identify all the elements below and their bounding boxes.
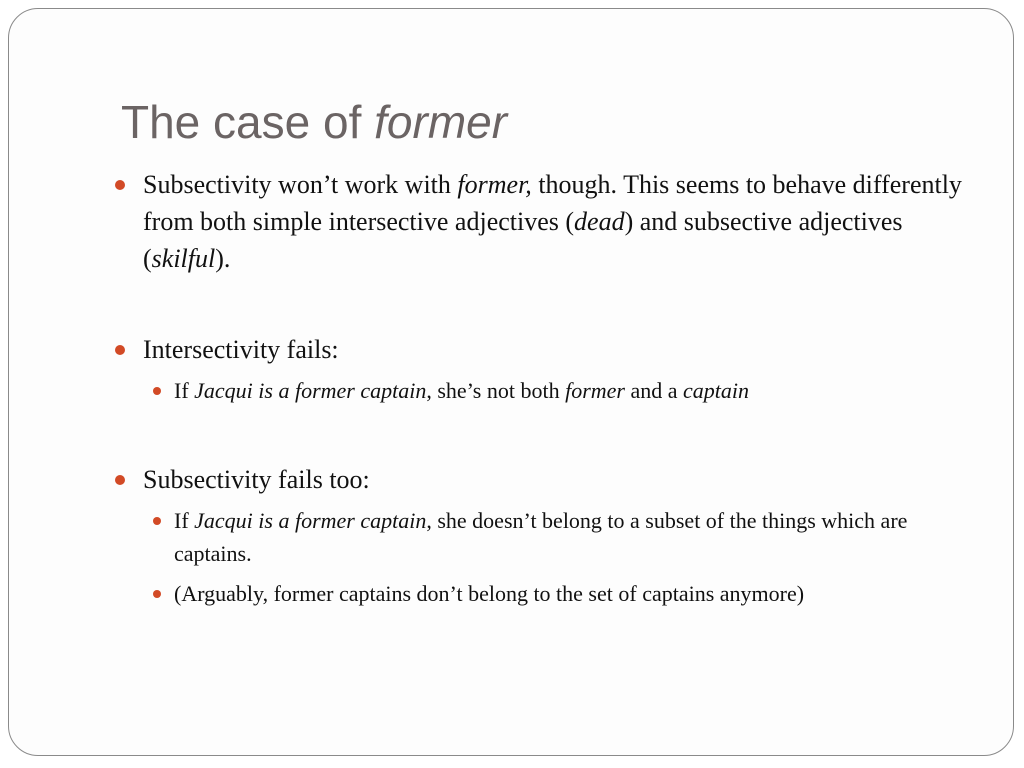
bullet-text-italic: Jacqui is a former captain [194,508,427,533]
bullet-dot [153,517,161,525]
bullet-text-italic: former [565,378,625,403]
bullet-dot [115,345,125,355]
bullet-dot [115,475,125,485]
bullet-text-italic: captain [683,378,750,403]
title-italic: former [374,96,508,148]
bullet-dot [115,180,125,190]
bullet-dot [153,387,161,395]
bullet-text: , she’s not both [426,378,566,403]
title-plain: The case of [121,96,375,148]
bullet-text-italic: skilful [151,244,216,273]
subbullet-not-both [174,374,964,407]
subbullet-arguably [174,577,964,610]
bullet-text: ) and subsective adjectives ( [143,207,903,273]
bullet-subsectivity-fails [143,461,963,498]
bullet-text: ). [215,244,231,273]
bullet-subsectivity-former [143,166,963,277]
bullet-text: (Arguably, former captains don’t belong to the set of captains anymore) [174,581,805,606]
bullet-text: If [174,378,195,403]
subbullet-not-subset [174,504,964,570]
bullet-text: , she doesn’t belong to a subset of the things which are captains. [174,508,908,566]
bullet-text: Subsectivity fails too: [143,465,370,494]
bullet-intersectivity-fails [143,331,963,368]
bullet-text-italic: former, [457,170,532,199]
bullet-text-italic: dead [574,207,625,236]
bullet-text: If [174,508,195,533]
bullet-text: Intersectivity fails: [143,335,339,364]
slide-title [121,95,507,149]
bullet-text: though. This seems to behave differently from both simple intersective adjectives ( [143,170,962,236]
bullet-text-italic: Jacqui is a former captain [194,378,427,403]
bullet-text: Subsectivity won’t work with [143,170,458,199]
bullet-dot [153,590,161,598]
bullet-text: and a [624,378,684,403]
